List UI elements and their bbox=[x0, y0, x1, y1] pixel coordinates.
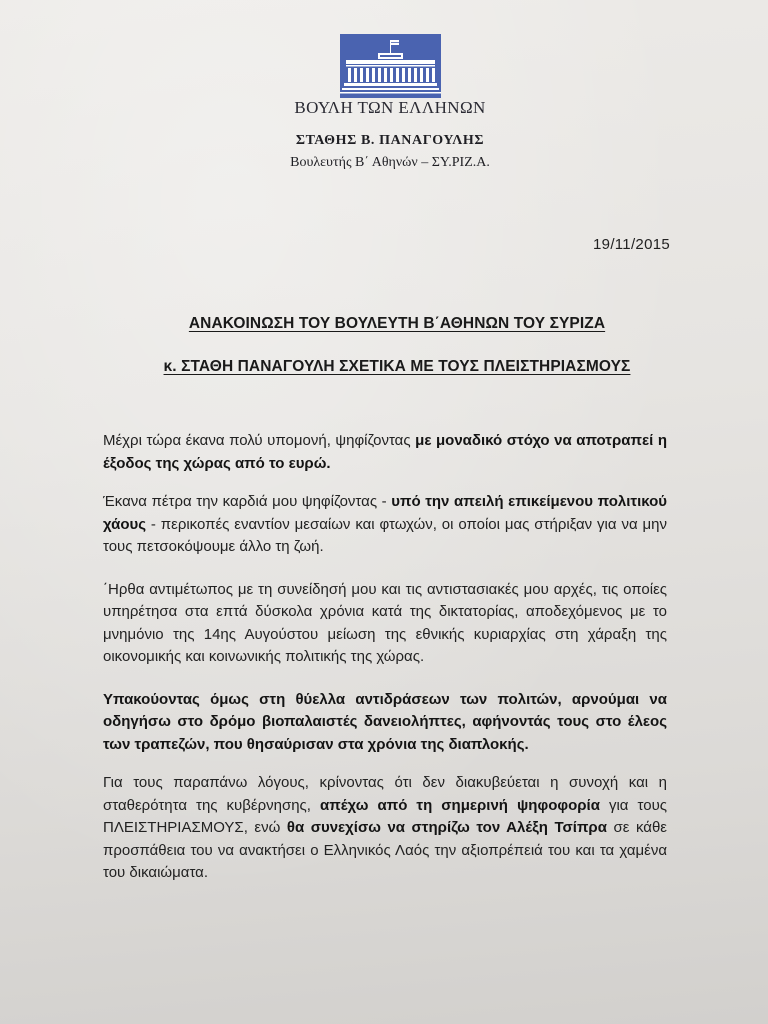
paragraph-5-text-start: Για τους παραπάνω λόγους, κρίνοντας ότι δεν διακυβεύεται η συνοχή και η σταθερότητα της κυβέρνησης, bbox=[103, 774, 667, 814]
paragraph-1-text: Μέχρι τώρα έκανα πολύ υπομονή, ψηφίζοντας bbox=[103, 432, 416, 449]
paragraph-5-emphasis-abstain: απέχω από τη σημερινή ψηφοφορία bbox=[320, 796, 600, 814]
paragraph-4: Υπακούοντας όμως στη θύελλα αντιδράσεων των πολιτών, αρνούμαι να οδηγήσω στο δρόμο βιοπαλαιστές δανειολήπτες, αφήνοντάς τους στο έλεος των τραπεζών, που θησαύρισαν στα χρόνια της διαπλοκής. bbox=[103, 690, 667, 753]
paragraph-2-emphasis: υπό την απειλή επικείμενου πολιτικού χάους bbox=[103, 493, 667, 533]
mp-role: Βουλευτής Β΄ Αθηνών – ΣΥ.ΡΙΖ.Α. bbox=[290, 155, 490, 170]
paragraph-5-text-end: σε κάθε προσπάθεια του να ανακτήσει ο Ελληνικός Λαός την αξιοπρέπειά του και τα χαμένα του δικαιώματα. bbox=[103, 819, 667, 881]
paragraph-2-text-start: Έκανα πέτρα την καρδιά μου ψηφίζοντας - bbox=[103, 493, 392, 510]
paragraph-2-text-end: - περικοπές εναντίον μεσαίων και φτωχών, οι οποίοι μας στήριξαν για να μην τους πετσοκόψουμε άλλο τη ζωή. bbox=[103, 515, 667, 555]
mp-name: ΣΤΑΘΗΣ Β. ΠΑΝΑΓΟΥΛΗΣ bbox=[295, 133, 485, 148]
announcement-body bbox=[103, 430, 667, 901]
institution-name: ΒΟΥΛΗ ΤΩΝ ΕΛΛΗΝΩΝ bbox=[294, 98, 486, 117]
paragraph-5 bbox=[103, 772, 667, 885]
document-date: 19/11/2015 bbox=[593, 236, 670, 253]
paragraph-2 bbox=[103, 491, 667, 559]
parliament-building-icon bbox=[340, 34, 441, 98]
announcement-title-line-1: ΑΝΑΚΟΙΝΩΣΗ ΤΟΥ ΒΟΥΛΕΥΤΗ Β΄ΑΘΗΝΩΝ ΤΟΥ ΣΥΡΙΖΑ bbox=[188, 315, 606, 332]
paragraph-1 bbox=[103, 430, 667, 475]
announcement-title-line-2: κ. ΣΤΑΘΗ ΠΑΝΑΓΟΥΛΗ ΣΧΕΤΙΚΑ ΜΕ ΤΟΥΣ ΠΛΕΙΣΤΗΡΙΑΣΜΟΥΣ bbox=[163, 358, 631, 375]
paragraph-5-text-middle: για τους ΠΛΕΙΣΤΗΡΙΑΣΜΟΥΣ, ενώ bbox=[103, 796, 668, 836]
paragraph-5-emphasis-support: θα συνεχίσω να στηρίζω τον Αλέξη Τσίπρα bbox=[286, 819, 607, 836]
paragraph-3: ΄Ηρθα αντιμέτωπος με τη συνείδησή μου και τις αντιστασιακές μου αρχές, τις οποίες υπηρέτησα στα επτά δύσκολα χρόνια κατά της δικτατορίας, αποδεχόμενος με το μνημόνιο της 14ης Αυγούστου μείωση της εθνικής κυριαρχίας στη χάραξη της οικονομικής και κοινωνικής πολιτικής της χώρας. bbox=[103, 580, 667, 665]
paragraph-1-emphasis: με μοναδικό στόχο να αποτραπεί η έξοδος της χώρας από το ευρώ. bbox=[103, 432, 667, 472]
